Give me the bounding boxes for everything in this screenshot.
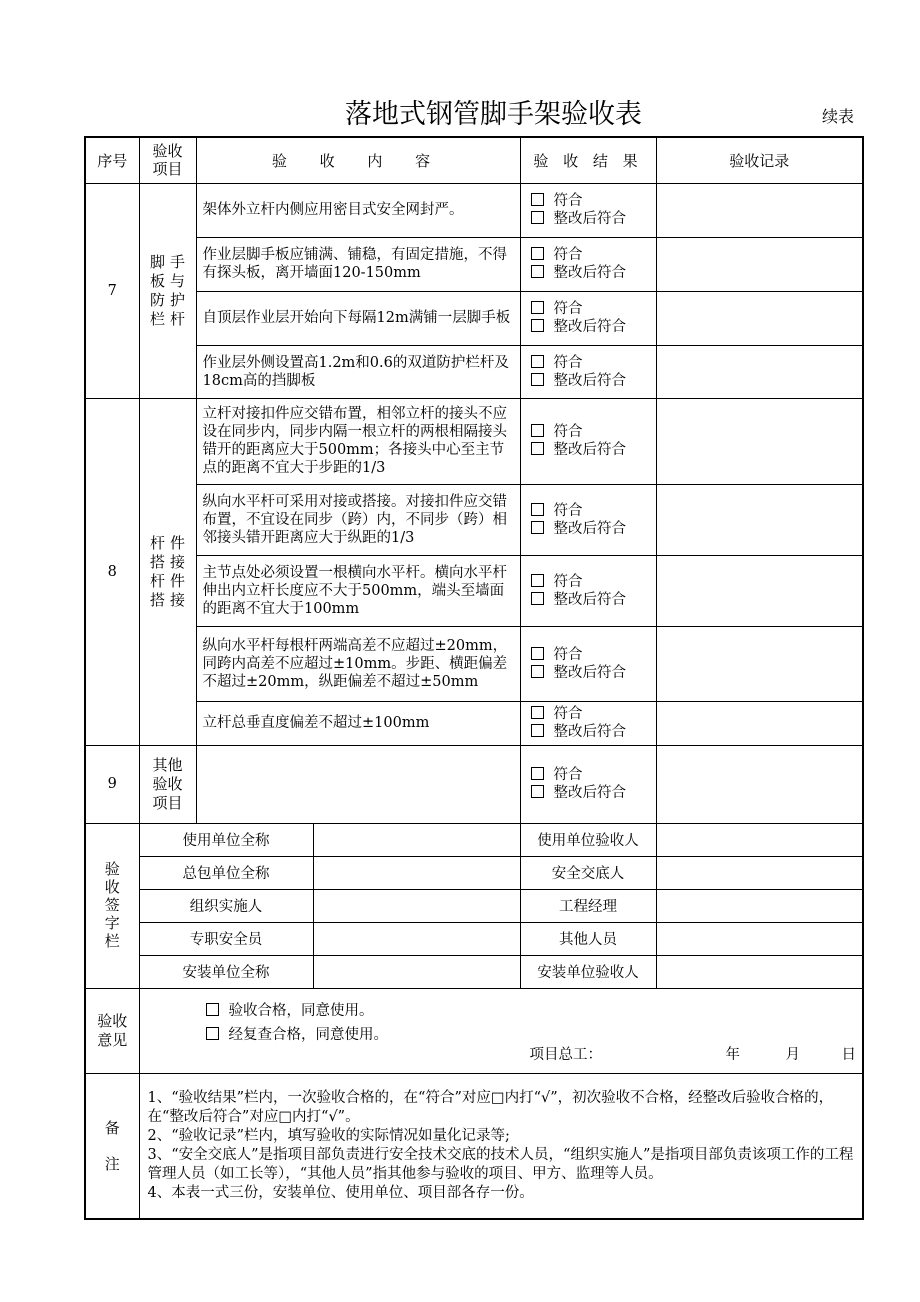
header-result: 验 收 结 果 bbox=[520, 137, 656, 183]
opinion-option-1[interactable]: 验收合格，同意使用。 bbox=[206, 999, 374, 1020]
checkbox-pass[interactable] bbox=[531, 503, 544, 516]
opinion-area bbox=[139, 988, 863, 1073]
content-7-3: 自顶层作业层开始向下每隔12m满铺一层脚手板 bbox=[196, 291, 520, 345]
date-year: 年 bbox=[725, 1046, 740, 1063]
record-7-4[interactable] bbox=[656, 345, 863, 398]
sig-field-5b[interactable] bbox=[656, 955, 863, 988]
sig-field-5a[interactable] bbox=[313, 955, 520, 988]
date-month: 月 bbox=[785, 1046, 800, 1063]
seq-7: 7 bbox=[85, 183, 139, 398]
sig-label-2b: 安全交底人 bbox=[520, 856, 656, 889]
checkbox-pass-after-fix[interactable] bbox=[531, 724, 544, 737]
sig-label-1a: 使用单位全称 bbox=[139, 823, 313, 856]
checkbox-pass-after-fix[interactable] bbox=[531, 265, 544, 278]
result-8-2[interactable]: 符合 整改后符合 bbox=[520, 484, 656, 555]
item-8: 杆 件 搭 接 杆 件 搭 接 bbox=[139, 398, 196, 745]
sig-label-4b: 其他人员 bbox=[520, 922, 656, 955]
checkbox-pass[interactable] bbox=[531, 247, 544, 260]
content-8-2: 纵向水平杆可采用对接或搭接。对接扣件应交错布置，不宜设在同步（跨）内，不同步（跨）相邻接头错开距离应大于纵距的1/3 bbox=[196, 484, 520, 555]
sig-field-2b[interactable] bbox=[656, 856, 863, 889]
content-9[interactable] bbox=[196, 745, 520, 823]
signature-label: 验收签字栏 bbox=[85, 823, 139, 988]
sig-field-4b[interactable] bbox=[656, 922, 863, 955]
seq-8: 8 bbox=[85, 398, 139, 745]
project-chief-signer: 项目总工： bbox=[529, 1046, 602, 1063]
page-title: 落地式钢管脚手架验收表 bbox=[345, 99, 642, 130]
checkbox-pass[interactable] bbox=[531, 424, 544, 437]
content-8-1: 立杆对接扣件应交错布置，相邻立杆的接头不应设在同步内，同步内隔一根立杆的两根相隔接头错开的距离应大于500mm；各接头中心至主节点的距离不宜大于步距的1/3 bbox=[196, 398, 520, 484]
record-7-1[interactable] bbox=[656, 183, 863, 237]
checkbox-pass-after-fix[interactable] bbox=[531, 211, 544, 224]
record-8-1[interactable] bbox=[656, 398, 863, 484]
record-8-3[interactable] bbox=[656, 555, 863, 626]
remark-4: 4、本表一式三份，安装单位、使用单位、项目部各存一份。 bbox=[147, 1184, 534, 1201]
sig-field-1b[interactable] bbox=[656, 823, 863, 856]
checkbox-pass-after-fix[interactable] bbox=[531, 442, 544, 455]
sig-label-3b: 工程经理 bbox=[520, 889, 656, 922]
result-7-1[interactable]: 符合 整改后符合 bbox=[520, 183, 656, 237]
checkbox-approved[interactable] bbox=[206, 1003, 219, 1016]
opinion-option-2[interactable]: 经复查合格，同意使用。 bbox=[206, 1023, 389, 1044]
checkbox-pass-after-fix[interactable] bbox=[531, 592, 544, 605]
record-7-3[interactable] bbox=[656, 291, 863, 345]
header-content: 验 收 内 容 bbox=[196, 137, 520, 183]
record-8-4[interactable] bbox=[656, 626, 863, 701]
sig-label-1b: 使用单位验收人 bbox=[520, 823, 656, 856]
checkbox-pass[interactable] bbox=[531, 301, 544, 314]
remark-1: 1、“验收结果”栏内，一次验收合格的，在“符合”对应□内打“√”，初次验收不合格，经整改后验收合格的，在“整改后符合”对应□内打“√”。 bbox=[147, 1089, 834, 1125]
result-8-3[interactable]: 符合 整改后符合 bbox=[520, 555, 656, 626]
checkbox-pass-after-fix[interactable] bbox=[531, 319, 544, 332]
header-record: 验收记录 bbox=[656, 137, 863, 183]
sig-label-5b: 安装单位验收人 bbox=[520, 955, 656, 988]
checkbox-pass-after-fix[interactable] bbox=[531, 373, 544, 386]
checkbox-pass[interactable] bbox=[531, 355, 544, 368]
checkbox-pass[interactable] bbox=[531, 647, 544, 660]
content-7-4: 作业层外侧设置高1.2m和0.6的双道防护栏杆及18cm高的挡脚板 bbox=[196, 345, 520, 398]
result-9[interactable]: 符合 整改后符合 bbox=[520, 745, 656, 823]
sig-field-4a[interactable] bbox=[313, 922, 520, 955]
checkbox-pass[interactable] bbox=[531, 574, 544, 587]
checkbox-pass-after-fix[interactable] bbox=[531, 785, 544, 798]
item-9: 其他验收项目 bbox=[139, 745, 196, 823]
remarks-content bbox=[139, 1073, 863, 1219]
content-8-5: 立杆总垂直度偏差不超过±100mm bbox=[196, 701, 520, 745]
record-8-5[interactable] bbox=[656, 701, 863, 745]
sig-field-1a[interactable] bbox=[313, 823, 520, 856]
item-7: 脚 手 板 与 防 护 栏 杆 bbox=[139, 183, 196, 398]
record-8-2[interactable] bbox=[656, 484, 863, 555]
checkbox-pass[interactable] bbox=[531, 767, 544, 780]
checkbox-pass-after-fix[interactable] bbox=[531, 521, 544, 534]
header-seq: 序号 bbox=[85, 137, 139, 183]
inspection-table bbox=[84, 136, 864, 1220]
remark-2: 2、“验收记录”栏内，填写验收的实际情况如量化记录等; bbox=[147, 1127, 510, 1144]
record-9[interactable] bbox=[656, 745, 863, 823]
sig-field-3b[interactable] bbox=[656, 889, 863, 922]
header-item: 验收项目 bbox=[139, 137, 196, 183]
record-7-2[interactable] bbox=[656, 237, 863, 291]
checkbox-pass-after-fix[interactable] bbox=[531, 665, 544, 678]
sig-label-5a: 安装单位全称 bbox=[139, 955, 313, 988]
result-7-3[interactable]: 符合 整改后符合 bbox=[520, 291, 656, 345]
result-8-5[interactable]: 符合 整改后符合 bbox=[520, 701, 656, 745]
remark-3: 3、“安全交底人”是指项目部负责进行安全技术交底的技术人员，“组织实施人”是指项目部负责该项工作的工程管理人员（如工长等），“其他人员”指其他参与验收的项目、甲方、监理等人员。 bbox=[147, 1146, 854, 1182]
content-8-3: 主节点处必须设置一根横向水平杆。横向水平杆伸出内立杆长度应不大于500mm，端头至墙面的距离不宜大于100mm bbox=[196, 555, 520, 626]
date-day: 日 bbox=[841, 1046, 856, 1063]
checkbox-approved-after-review[interactable] bbox=[206, 1027, 219, 1040]
continued-label: 续表 bbox=[822, 107, 855, 126]
opinion-label: 验收意见 bbox=[85, 988, 139, 1073]
result-7-4[interactable]: 符合 整改后符合 bbox=[520, 345, 656, 398]
sig-label-3a: 组织实施人 bbox=[139, 889, 313, 922]
seq-9: 9 bbox=[85, 745, 139, 823]
result-8-1[interactable]: 符合 整改后符合 bbox=[520, 398, 656, 484]
result-7-2[interactable]: 符合 整改后符合 bbox=[520, 237, 656, 291]
remarks-label: 备注 bbox=[85, 1073, 139, 1219]
checkbox-pass[interactable] bbox=[531, 193, 544, 206]
sig-label-2a: 总包单位全称 bbox=[139, 856, 313, 889]
content-8-4: 纵向水平杆每根杆两端高差不应超过±20mm，同跨内高差不应超过±10mm。步距、横距偏差不超过±20mm，纵距偏差不超过±50mm bbox=[196, 626, 520, 701]
content-7-1: 架体外立杆内侧应用密目式安全网封严。 bbox=[196, 183, 520, 237]
sig-label-4a: 专职安全员 bbox=[139, 922, 313, 955]
result-8-4[interactable]: 符合 整改后符合 bbox=[520, 626, 656, 701]
sig-field-2a[interactable] bbox=[313, 856, 520, 889]
content-7-2: 作业层脚手板应铺满、铺稳，有固定措施，不得有探头板，离开墙面120-150mm bbox=[196, 237, 520, 291]
sig-field-3a[interactable] bbox=[313, 889, 520, 922]
checkbox-pass[interactable] bbox=[531, 706, 544, 719]
